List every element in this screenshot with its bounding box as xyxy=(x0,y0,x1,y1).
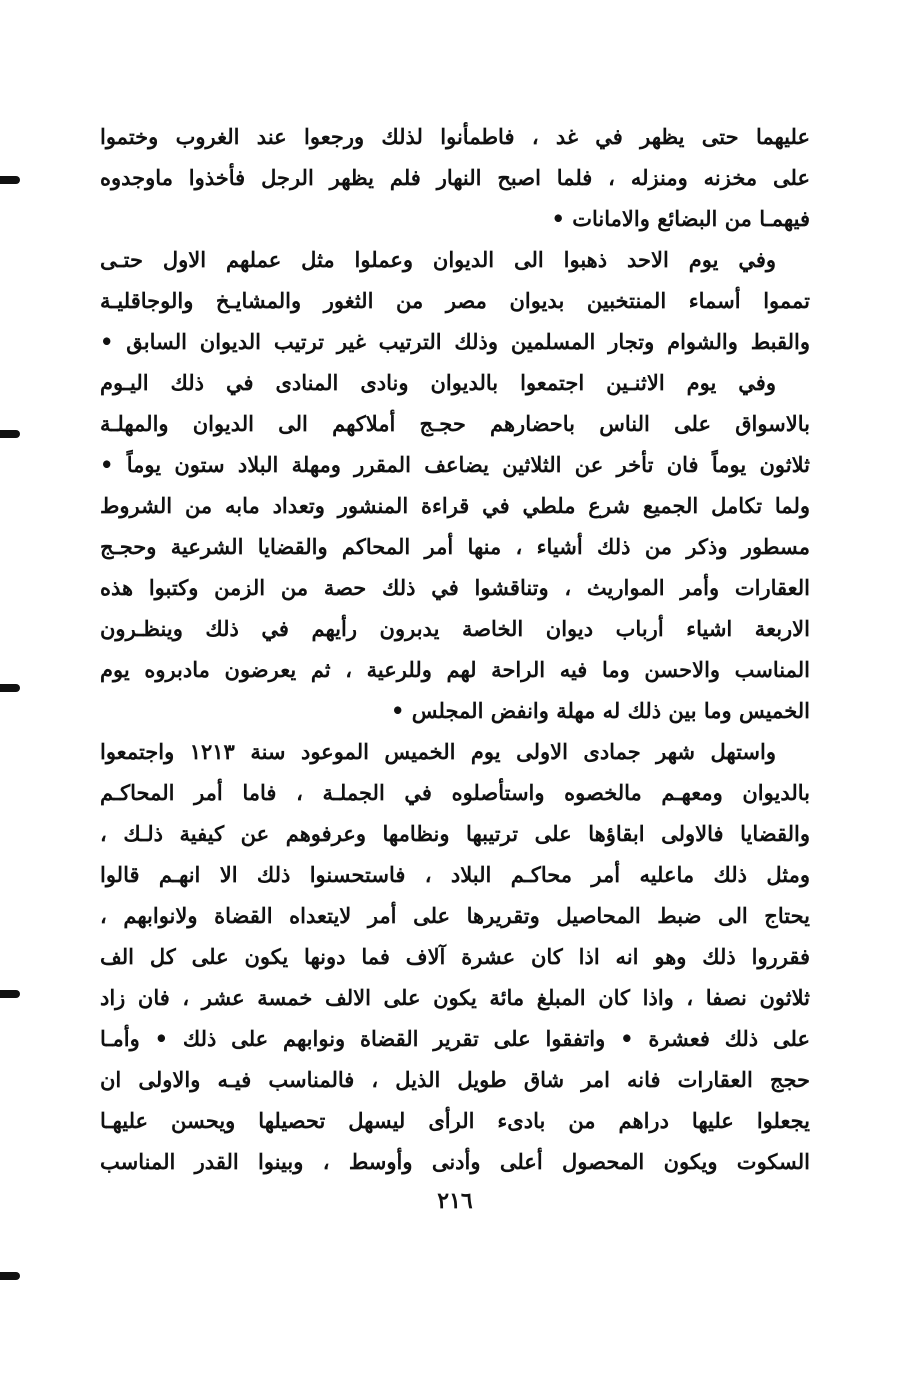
text-line-2: على مخزنه ومنزله ، فلما اصبح النهار فلم يظهر الرجل فأخذوا ماوجدوه xyxy=(100,165,810,190)
text-line-22: ثلاثون نصفا ، واذا كان المبلغ مائة يكون على الالف خمسة عشر ، فان زاد xyxy=(100,985,810,1010)
text-line-12: العقارات وأمر المواريث ، وتناقشوا في ذلك حصة من الزمن وكتبوا هذه xyxy=(100,575,810,600)
text-line-13: الاربعة اشياء أرباب ديوان الخاصة يدبرون رأيهم في ذلك وينظـرون xyxy=(100,616,810,641)
binding-hole-mark xyxy=(0,430,20,438)
page-number: ٢١٦ xyxy=(437,1188,473,1214)
text-line-21: فقرروا ذلك وهو انه اذا كان عشرة آلاف فما دونها يكون على كل الف xyxy=(100,944,810,969)
text-line-8: بالاسواق على الناس باحضارهم حجـج أملاكهم الى الديوان والمهلـة xyxy=(100,411,810,436)
binding-hole-mark xyxy=(0,990,20,998)
text-line-14: المناسب والاحسن وما فيه الراحة لهم وللرعية ، ثم يعرضون مادبروه يوم xyxy=(100,657,810,682)
text-line-10: ولما تكامل الجميع شرع ملطي في قراءة المنشور وتعداد مابه من الشروط xyxy=(100,493,810,518)
binding-hole-mark xyxy=(0,176,20,184)
text-line-11: مسطور وذكر من ذلك أشياء ، منها أمر المحاكم والقضايا الشرعية وحجـج xyxy=(100,534,810,559)
text-line-15: الخميس وما بين ذلك له مهلة وانفض المجلس • xyxy=(391,698,810,723)
text-line-5: تمموا أسماء المنتخبين بديوان مصر من الثغور والمشايـخ والوجاقليـة xyxy=(100,288,810,313)
text-line-6: والقبط والشوام وتجار المسلمين وذلك الترتيب غير ترتيب الديوان السابق • xyxy=(100,329,810,354)
text-line-4: وفي يوم الاحد ذهبوا الى الديوان وعملوا مثل عملهم الاول حتـى xyxy=(100,247,776,272)
text-line-3: فيهمـا من البضائع والامانات • xyxy=(551,206,810,231)
text-line-19: ومثل ذلك ماعليه أمر محاكـم البلاد ، فاستحسنوا ذلك الا انهـم قالوا xyxy=(100,862,810,887)
text-line-9: ثلاثون يوماً فان تأخر عن الثلاثين يضاعف المقرر ومهلة البلاد ستون يوماً • xyxy=(100,452,810,477)
text-line-7: وفي يوم الاثنـين اجتمعوا بالديوان ونادى المنادى في ذلك اليـوم xyxy=(100,370,776,395)
text-line-20: يحتاج الى ضبط المحاصيل وتقريرها على أمر لايتعداه القضاة ولانوابهم ، xyxy=(100,903,810,928)
body-text xyxy=(100,116,810,1182)
text-line-24: حجج العقارات فانه امر شاق طويل الذيل ، فالمناسب فيـه والاولى ان xyxy=(100,1067,810,1092)
binding-hole-mark xyxy=(0,684,20,692)
text-line-18: والقضايا فالاولى ابقاؤها على ترتيبها ونظامها وعرفوهم عن كيفية ذلـك ، xyxy=(100,821,810,846)
text-line-17: بالديوان ومعهـم مالخصوه واستأصلوه في الجملـة ، فاما أمر المحاكـم xyxy=(100,780,810,805)
text-line-25: يجعلوا عليها دراهم من بادىء الرأى ليسهل تحصيلها ويحسن عليهـا xyxy=(100,1108,810,1133)
text-line-16: واستهل شهر جمادى الاولى يوم الخميس الموعود سنة ١٢١٣ واجتمعوا xyxy=(100,739,776,764)
text-line-26: السكوت ويكون المحصول أعلى وأدنى وأوسط ، وبينوا القدر المناسب xyxy=(100,1149,810,1174)
text-line-23: على ذلك فعشرة • واتفقوا على تقرير القضاة ونوابهم على ذلك • وأمـا xyxy=(100,1026,810,1051)
binding-hole-mark xyxy=(0,1272,20,1280)
text-line-1: عليهما حتى يظهر في غد ، فاطمأنوا لذلك ورجعوا عند الغروب وختموا xyxy=(100,124,810,149)
